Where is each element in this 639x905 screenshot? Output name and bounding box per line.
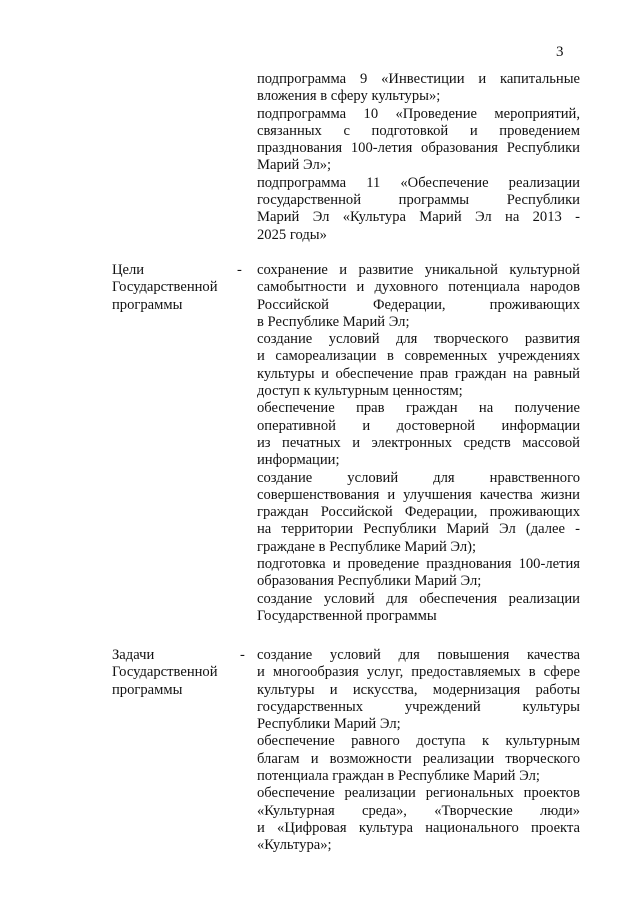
label-line: Государственной [112, 279, 218, 296]
goal-line: информации; [257, 452, 340, 469]
tasks-block [257, 647, 580, 855]
goal-line: образования Республики Марий Эл; [257, 573, 482, 590]
task-line: и многообразия услуг, предоставляемых в сфере [257, 664, 580, 681]
goal-line: создание условий для творческого развития [257, 331, 580, 348]
label-line: программы [112, 681, 183, 698]
subprogram-line: подпрограмма 9 «Инвестиции и капитальные [257, 71, 580, 87]
goal-line: в Республике Марий Эл; [257, 313, 410, 330]
task-line: создание условий для повышения качества [257, 647, 580, 663]
goal-line: Государственной программы [257, 607, 437, 624]
tasks-label [112, 647, 252, 699]
subprogram-line: подпрограмма 10 «Проведение мероприятий, [257, 105, 580, 122]
goal-line: оперативной и достоверной информации [257, 417, 580, 434]
task-line: обеспечение равного доступа к культурным [257, 733, 580, 750]
goal-line: из печатных и электронных средств массовой [257, 434, 580, 451]
label-line: программы [112, 296, 183, 313]
goal-line: создание условий для нравственного [257, 469, 580, 486]
tasks-dash: - [240, 647, 245, 663]
goals-dash: - [237, 262, 242, 278]
goal-line: на территории Республики Марий Эл (далее - [257, 521, 580, 538]
subprogram-line: Марий Эл «Культура Марий Эл на 2013 - [257, 209, 580, 226]
goal-line: сохранение и развитие уникальной культурной [257, 262, 580, 278]
goals-block [257, 262, 580, 625]
goals-label [112, 262, 252, 314]
task-line: потенциала граждан в Республике Марий Эл; [257, 768, 540, 785]
subprogram-line: вложения в сферу культуры»; [257, 88, 441, 105]
task-line: «Культурная среда», «Творческие люди» [257, 802, 580, 819]
subprogram-line: Марий Эл»; [257, 157, 332, 174]
goal-line: Российской Федерации, проживающих [257, 296, 580, 313]
goal-line: граждан Российской Федерации, проживающих [257, 504, 580, 521]
subprogram-line: связанных с подготовкой и проведением [257, 122, 580, 139]
goal-line: граждане в Республике Марий Эл); [257, 538, 477, 555]
goal-line: обеспечение прав граждан на получение [257, 400, 580, 417]
label-line: Государственной [112, 664, 218, 681]
subprogram-line: празднования 100-летия образования Республики [257, 140, 580, 157]
subprogram-line: подпрограмма 11 «Обеспечение реализации [257, 174, 580, 191]
task-line: обеспечение реализации региональных проектов [257, 785, 580, 802]
label-line: Цели [112, 262, 145, 278]
goal-line: и самореализации в современных учреждениях [257, 348, 580, 365]
subprogram-line: 2025 годы» [257, 226, 327, 243]
goal-line: культуры и обеспечение прав граждан на равный [257, 365, 580, 382]
subprogram-line: государственной программы Республики [257, 192, 580, 209]
task-line: государственных учреждений культуры [257, 698, 580, 715]
task-line: «Культура»; [257, 837, 332, 854]
task-line: культуры и искусства, модернизация работы [257, 681, 580, 698]
label-line: Задачи [112, 647, 155, 663]
goal-line: доступ к культурным ценностям; [257, 383, 463, 400]
goal-line: создание условий для обеспечения реализации [257, 590, 580, 607]
goal-line: самобытности и духовного потенциала народов [257, 279, 580, 296]
task-line: благам и возможности реализации творческого [257, 750, 580, 767]
task-line: Республики Марий Эл; [257, 716, 401, 733]
goal-line: совершенствования и улучшения качества жизни [257, 486, 580, 503]
task-line: и «Цифровая культура национального проекта [257, 819, 580, 836]
page-number: 3 [556, 44, 564, 60]
goal-line: подготовка и проведение празднования 100-летия [257, 556, 580, 573]
subprograms-block [257, 71, 580, 244]
